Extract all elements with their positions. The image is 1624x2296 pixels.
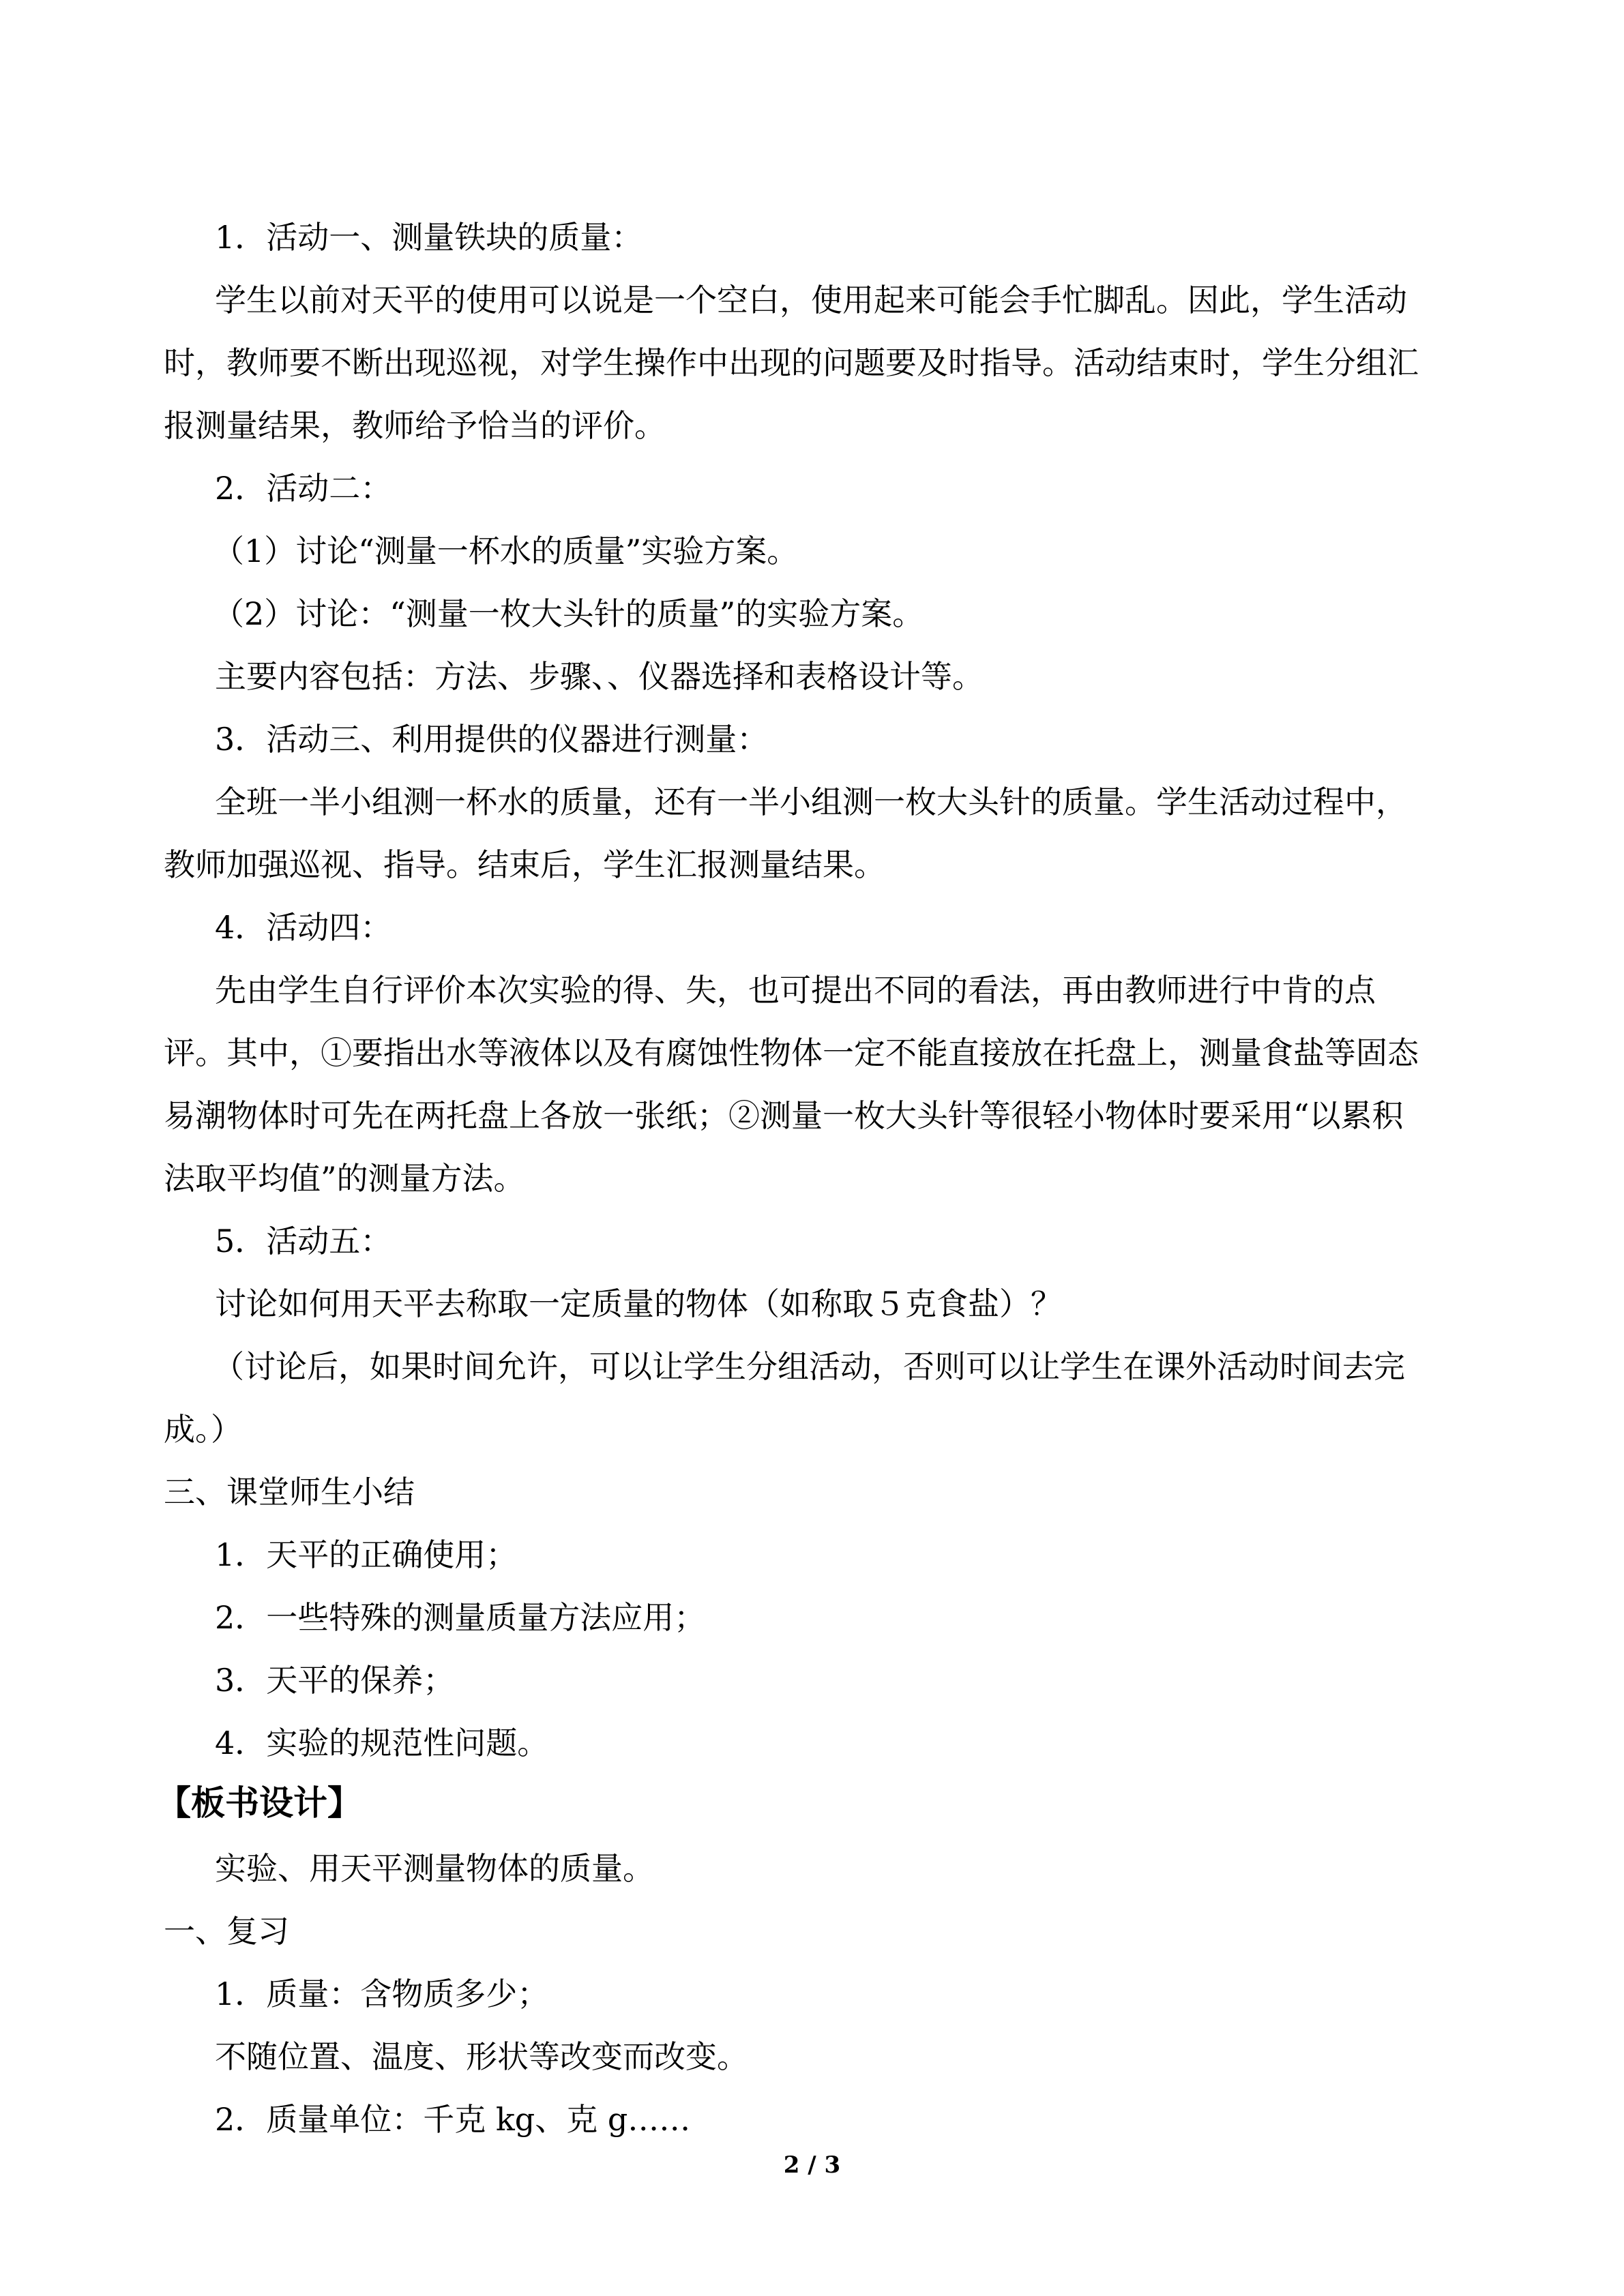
- paragraph-line: 易潮物体时可先在两托盘上各放一张纸；②测量一枚大头针等很轻小物体时要采用“以累积: [164, 1097, 1404, 1134]
- activity-4-title: 4．活动四：: [215, 909, 392, 946]
- paragraph-line: 学生以前对天平的使用可以说是一个空白，使用起来可能会手忙脚乱。因此，学生活动: [215, 282, 1407, 318]
- paragraph-line: （讨论后，如果时间允许，可以让学生分组活动，否则可以让学生在课外活动时间去完: [213, 1348, 1405, 1385]
- page-number: 2 / 3: [783, 2151, 841, 2179]
- section-title: 一、复习: [164, 1913, 289, 1950]
- list-item: 3．天平的保养；: [215, 1662, 455, 1699]
- list-item: 4．实验的规范性问题。: [215, 1725, 549, 1761]
- paragraph-line: 报测量结果，教师给予恰当的评价。: [164, 407, 666, 444]
- paragraph-line: 全班一半小组测一杯水的质量，还有一半小组测一枚大头针的质量。学生活动过程中，: [215, 784, 1407, 820]
- paragraph-line: （2）讨论：“测量一枚大头针的质量”的实验方案。: [213, 595, 924, 632]
- paragraph-line: 先由学生自行评价本次实验的得、失，也可提出不同的看法，再由教师进行中肯的点: [215, 972, 1376, 1009]
- activity-5-title: 5．活动五：: [215, 1223, 392, 1259]
- list-item: 1．天平的正确使用；: [215, 1536, 518, 1573]
- paragraph-line: 评。其中，①要指出水等液体以及有腐蚀性物体一定不能直接放在托盘上，测量食盐等固态: [164, 1034, 1419, 1071]
- paragraph-line: 成。）: [164, 1411, 242, 1448]
- paragraph-line: 不随位置、温度、形状等改变而改变。: [215, 2038, 748, 2075]
- activity-1-title: 1．活动一、测量铁块的质量：: [215, 219, 643, 256]
- paragraph-line: （1）讨论“测量一杯水的质量”实验方案。: [213, 533, 799, 569]
- paragraph-line: 法取平均值”的测量方法。: [164, 1160, 525, 1197]
- paragraph-line: 讨论如何用天平去称取一定质量的物体（如称取５克食盐）？: [215, 1285, 1062, 1322]
- paragraph-line: 时，教师要不断出现巡视，对学生操作中出现的问题要及时指导。活动结束时，学生分组汇: [164, 344, 1419, 381]
- paragraph-line: 实验、用天平测量物体的质量。: [215, 1850, 654, 1887]
- board-design-heading: 【板书设计】: [157, 1783, 361, 1823]
- activity-2-title: 2．活动二：: [215, 470, 392, 507]
- section-title: 三、课堂师生小结: [164, 1474, 415, 1510]
- list-item: 2．一些特殊的测量质量方法应用；: [215, 1599, 706, 1636]
- paragraph-line: 教师加强巡视、指导。结束后，学生汇报测量结果。: [164, 846, 885, 883]
- activity-3-title: 3．活动三、利用提供的仪器进行测量：: [215, 721, 769, 758]
- list-item: 2．质量单位：千克 kg、克 g……: [215, 2101, 691, 2138]
- list-item: 1．质量：含物质多少；: [215, 1976, 549, 2012]
- paragraph-line: 主要内容包括：方法、步骤、、仪器选择和表格设计等。: [215, 658, 984, 695]
